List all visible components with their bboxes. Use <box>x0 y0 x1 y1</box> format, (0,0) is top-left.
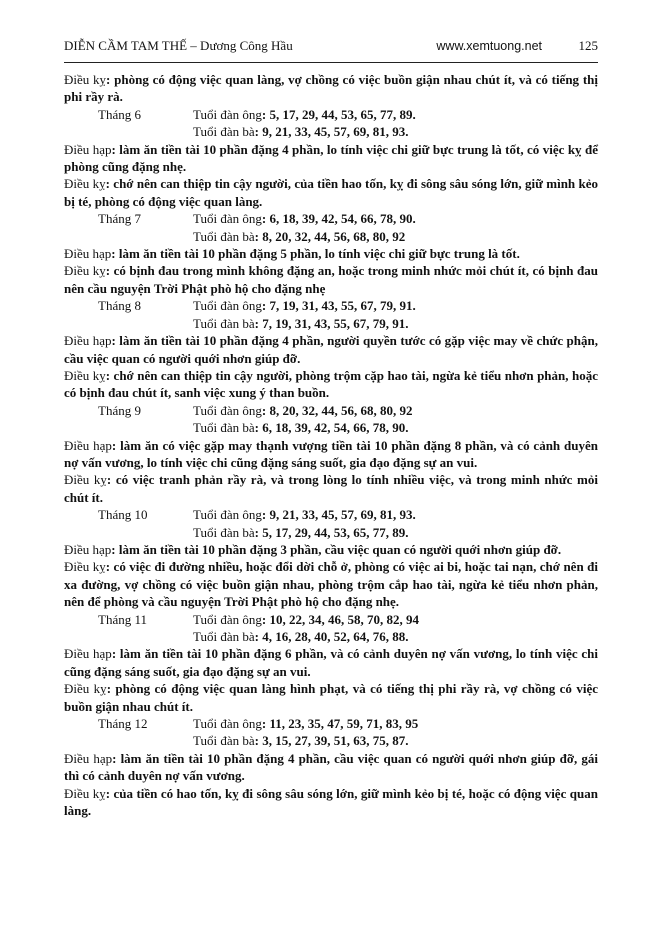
paragraph-text: : chớ nên can thiệp tin cậy người, của tiền hao tốn, kỵ đi sông sâu sóng lớn, giữ mình kẻo bị té, phòng có động việc quan làng. <box>64 176 598 209</box>
month-spacer <box>98 228 193 245</box>
female-ages-values: : 7, 19, 31, 43, 55, 67, 79, 91. <box>254 315 409 331</box>
female-ages-values: : 6, 18, 39, 42, 54, 66, 78, 90. <box>254 420 409 436</box>
male-ages-label: Tuổi đàn ông <box>193 507 262 523</box>
paragraph-label: Điều kỵ <box>64 681 107 697</box>
text-paragraph <box>64 645 598 680</box>
paragraph-label: Điều hạp <box>64 750 113 766</box>
paragraph-label: Điều kỵ <box>64 367 106 383</box>
month-spacer <box>98 524 193 541</box>
paragraph-text: : làm ăn tiền tài 10 phần đặng 3 phần, cầu việc quan có người quới nhơn giúp đỡ. <box>111 541 562 557</box>
paragraph-text: : làm ăn tiền tài 10 phần đặng 4 phần, cầu việc quan có người quới nhơn giúp đỡ, gái thì có cảnh duyên nợ vấn vương. <box>64 750 598 784</box>
text-paragraph <box>64 680 598 715</box>
male-ages <box>193 402 598 419</box>
month-spacer <box>98 123 193 140</box>
page-content <box>64 71 598 819</box>
age-list <box>64 611 598 646</box>
month-label: Tháng 6 <box>98 106 141 122</box>
text-paragraph <box>64 332 598 367</box>
text-paragraph <box>64 367 598 402</box>
paragraph-text: : phòng có động việc quan làng hình phạt, và có tiếng thị phi rầy rà, vợ chồng có việc buồn giận nhau chút ít. <box>64 681 598 714</box>
female-ages <box>193 732 598 749</box>
text-paragraph <box>64 541 598 558</box>
page-number: 125 <box>578 38 598 53</box>
month-spacer <box>98 315 193 332</box>
female-ages <box>193 123 598 140</box>
female-ages-label: Tuổi đàn bà <box>193 420 255 436</box>
male-ages-label: Tuổi đàn ông <box>193 298 262 314</box>
text-paragraph <box>64 471 598 506</box>
month-label: Tháng 8 <box>98 298 141 314</box>
female-ages-label: Tuổi đàn bà <box>193 315 255 331</box>
text-paragraph <box>64 437 598 472</box>
male-ages-label: Tuổi đàn ông <box>193 106 262 122</box>
month-spacer <box>98 732 193 749</box>
male-ages-label: Tuổi đàn ông <box>193 402 262 418</box>
male-ages <box>193 611 598 628</box>
male-ages <box>193 106 598 123</box>
paragraph-label: Điều hạp <box>64 246 112 262</box>
month-spacer <box>98 419 193 436</box>
female-ages <box>193 228 598 245</box>
paragraph-label: Điều kỵ <box>64 785 106 801</box>
age-list <box>64 402 598 437</box>
month-label: Tháng 10 <box>98 507 148 523</box>
age-list <box>64 715 598 750</box>
female-ages <box>193 628 598 645</box>
male-ages-label: Tuổi đàn ông <box>193 211 262 227</box>
paragraph-text: : làm ăn tiền tài 10 phần đặng 4 phần, lo tính việc chi giữ bực trung là tốt, có việc kỵ để phòng cũng đặng nhẹ. <box>64 141 598 175</box>
male-ages <box>193 715 598 732</box>
book-title: DIỄN CẦM TAM THẾ – Dương Công Hầu <box>64 38 293 53</box>
female-ages-values: : 9, 21, 33, 45, 57, 69, 81, 93. <box>254 124 409 140</box>
female-ages <box>193 524 598 541</box>
text-paragraph <box>64 262 598 297</box>
paragraph-text: : làm ăn tiền tài 10 phần đặng 4 phần, người quyền tước có gặp việc may về chức phận, cầu việc quan có người quới nhơn giúp đỡ. <box>64 333 598 366</box>
male-ages-values: : 7, 19, 31, 43, 55, 67, 79, 91. <box>261 298 416 314</box>
female-ages-label: Tuổi đàn bà <box>193 124 255 140</box>
month-label: Tháng 7 <box>98 211 141 227</box>
paragraph-label: Điều kỵ <box>64 559 106 575</box>
text-paragraph <box>64 175 598 210</box>
text-paragraph <box>64 785 598 820</box>
text-paragraph <box>64 245 598 262</box>
text-paragraph <box>64 558 598 610</box>
female-ages-values: : 8, 20, 32, 44, 56, 68, 80, 92 <box>254 228 406 244</box>
text-paragraph <box>64 141 598 176</box>
female-ages-label: Tuổi đàn bà <box>193 629 255 644</box>
female-ages-label: Tuổi đàn bà <box>193 228 255 244</box>
paragraph-label: Điều hạp <box>64 541 112 557</box>
female-ages-values: : 5, 17, 29, 44, 53, 65, 77, 89. <box>254 524 409 540</box>
male-ages <box>193 210 598 227</box>
age-list <box>64 106 598 141</box>
paragraph-label: Điều kỵ <box>64 472 107 488</box>
age-list <box>64 297 598 332</box>
paragraph-text: : phòng có động việc quan làng, vợ chồng có việc buồn giận nhau chút ít, và có tiếng thị phi rầy rà. <box>64 72 598 105</box>
male-ages-values: : 8, 20, 32, 44, 56, 68, 80, 92 <box>261 402 413 418</box>
page-header <box>64 38 598 63</box>
paragraph-text: : của tiền có hao tốn, kỵ đi sông sâu sóng lớn, giữ mình kẻo bị té, hoặc có động việc quan làng. <box>64 785 598 819</box>
age-list <box>64 210 598 245</box>
paragraph-text: : làm ăn tiền tài 10 phần đặng 6 phần, và có cảnh duyên nợ vấn vương, lo tính việc chi cũng đặng sáng suốt, gia đạo đặng sự an vui. <box>64 646 598 679</box>
month-label: Tháng 9 <box>98 402 141 418</box>
document-page <box>64 38 598 819</box>
male-ages-values: : 5, 17, 29, 44, 53, 65, 77, 89. <box>261 106 416 122</box>
male-ages <box>193 506 598 523</box>
text-paragraph <box>64 750 598 785</box>
male-ages-values: : 6, 18, 39, 42, 54, 66, 78, 90. <box>261 211 416 227</box>
month-label: Tháng 11 <box>98 611 147 627</box>
male-ages-values: : 10, 22, 34, 46, 58, 70, 82, 94 <box>261 611 419 627</box>
paragraph-text: : chớ nên can thiệp tin cậy người, phòng trộm cặp hao tài, ngừa kẻ tiểu nhơn phản, hoặc có bịnh đau chút ít, sanh việc xung ý than buồn. <box>64 367 598 401</box>
female-ages <box>193 315 598 332</box>
male-ages-values: : 9, 21, 33, 45, 57, 69, 81, 93. <box>261 507 416 523</box>
paragraph-text: : có việc tranh phản rầy rà, và trong lòng lo tính nhiều việc, và trong minh nhức mỏi chút ít. <box>64 472 598 505</box>
female-ages-values: : 4, 16, 28, 40, 52, 64, 76, 88. <box>254 629 409 644</box>
paragraph-label: Điều hạp <box>64 437 112 453</box>
month-label: Tháng 12 <box>98 716 148 732</box>
paragraph-text: : có bịnh đau trong mình không đặng an, hoặc trong minh nhức mỏi chút ít, có bịnh đau nên cầu nguyện Trời Phật phò hộ cho đặng nhẹ <box>64 263 598 296</box>
female-ages-label: Tuổi đàn bà <box>193 733 255 749</box>
female-ages-values: : 3, 15, 27, 39, 51, 63, 75, 87. <box>254 733 409 749</box>
paragraph-label: Điều hạp <box>64 646 112 662</box>
paragraph-label: Điều kỵ <box>64 263 106 279</box>
paragraph-label: Điều kỵ <box>64 72 107 87</box>
male-ages-values: : 11, 23, 35, 47, 59, 71, 83, 95 <box>261 716 419 732</box>
text-paragraph <box>64 71 598 106</box>
paragraph-text: : làm ăn tiền tài 10 phần đặng 5 phần, lo tính việc chi giữ bực trung là tốt. <box>111 246 520 262</box>
male-ages-label: Tuổi đàn ông <box>193 611 262 627</box>
female-ages-label: Tuổi đàn bà <box>193 524 255 540</box>
paragraph-label: Điều hạp <box>64 141 112 157</box>
paragraph-text: : làm ăn có việc gặp may thạnh vượng tiền tài 10 phần đặng 8 phần, và có cảnh duyên nợ vấn vương, lo tính việc chi cũng đặng sáng suốt, gia đạo đặng sự an vui. <box>64 437 598 470</box>
female-ages <box>193 419 598 436</box>
month-spacer <box>98 628 193 645</box>
age-list <box>64 506 598 541</box>
paragraph-label: Điều hạp <box>64 333 112 349</box>
male-ages <box>193 297 598 314</box>
male-ages-label: Tuổi đàn ông <box>193 716 262 732</box>
paragraph-label: Điều kỵ <box>64 176 106 192</box>
website-url[interactable]: www.xemtuong.net <box>436 39 542 53</box>
paragraph-text: : có việc đi đường nhiều, hoặc đổi dời chỗ ở, phòng có việc ai bi, hoặc tai nạn, chớ nên đi xa đường, vợ chồng có việc buồn giận nhau, phòng trộm cắp hao tài, ngừa kẻ tiểu nhơn phản, nên để phòng và cầu nguyện Trời Phật phò hộ cho đặng nhẹ. <box>64 559 598 610</box>
